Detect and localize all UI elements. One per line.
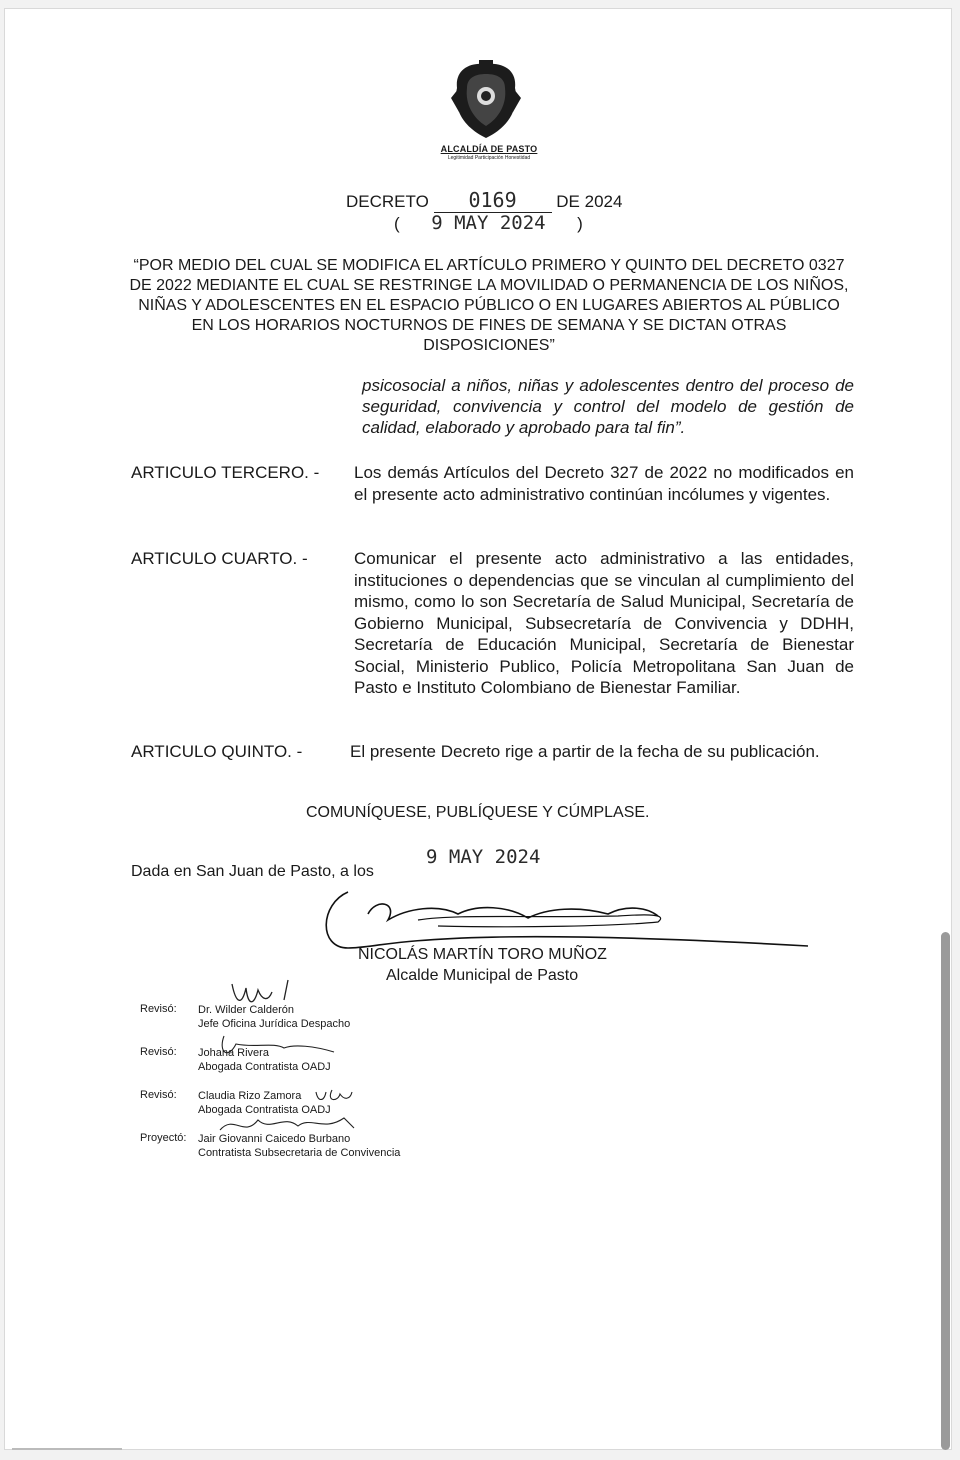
decree-prefix: DECRETO xyxy=(346,192,429,211)
coat-of-arms-logo xyxy=(449,58,523,142)
article-3-label: ARTICULO TERCERO. - xyxy=(131,463,320,482)
review-4-name: Jair Giovanni Caicedo Burbano xyxy=(198,1133,351,1145)
review-4-label: Proyectó: xyxy=(140,1132,187,1144)
review-2-name: Johana Rivera xyxy=(198,1047,269,1059)
article-4-text: Comunicar el presente acto administrativo a las entidades, instituciones o dependencias que se vinculan al cumplimiento del mismo, como lo son Secretaría de Salud Municipal, Secretaría de Gobierno Municipal, Subsecretaría de Convivencia y DDHH, Secretaría de Educación Municipal, Secretaría de Bienestar Social, Ministerio Publico, Policía Metropolitana San Juan de Pasto e Instituto Colombiano de Bienestar Familiar. xyxy=(354,549,854,697)
given-date-stamp: 9 MAY 2024 xyxy=(426,846,541,868)
review-4-role: Contratista Subsecretaria de Convivencia xyxy=(198,1147,401,1159)
signer-name: NICOLÁS MARTÍN TORO MUÑOZ xyxy=(358,946,607,963)
decree-number: 0169 xyxy=(434,188,552,213)
review-3-label: Revisó: xyxy=(140,1089,177,1101)
given-at: Dada en San Juan de Pasto, a los xyxy=(131,863,374,880)
article-continuation: psicosocial a niños, niñas y adolescentes dentro del proceso de seguridad, convivencia y control del modelo de gestión de calidad, elaborado y aprobado para tal fin”. xyxy=(362,376,854,437)
signer-block xyxy=(358,944,607,986)
article-3-text: Los demás Artículos del Decreto 327 de 2022 no modificados en el presente acto administrativo continúan incólumes y vigentes. xyxy=(354,463,854,504)
review-1-block xyxy=(198,1003,350,1031)
review-2-role: Abogada Contratista OADJ xyxy=(198,1061,331,1073)
decree-date-line: ( 9 MAY 2024 ) xyxy=(394,212,583,234)
signer-role: Alcalde Municipal de Pasto xyxy=(386,967,579,984)
institution-motto: Legitimidad Participación Honestidad xyxy=(447,155,531,161)
review-4-block xyxy=(198,1132,400,1160)
article-5-text: El presente Decreto rige a partir de la fecha de su publicación. xyxy=(350,742,820,761)
decree-year: DE 2024 xyxy=(556,192,623,211)
review-1-role: Jefe Oficina Jurídica Despacho xyxy=(198,1018,351,1030)
article-5-label: ARTICULO QUINTO. - xyxy=(131,742,303,761)
closing-formula: COMUNÍQUESE, PUBLÍQUESE Y CÚMPLASE. xyxy=(306,804,650,821)
review-1-label: Revisó: xyxy=(140,1003,177,1015)
article-4-label: ARTICULO CUARTO. - xyxy=(131,549,308,568)
review-2-block xyxy=(198,1046,331,1074)
decree-date-stamp: 9 MAY 2024 xyxy=(431,212,546,234)
vertical-scrollbar[interactable] xyxy=(941,932,950,1450)
institution-name: ALCALDÍA DE PASTO xyxy=(440,144,538,154)
page-bottom-edge xyxy=(12,1448,122,1450)
review-1-name: Dr. Wilder Calderón xyxy=(198,1004,294,1016)
review-3-role: Abogada Contratista OADJ xyxy=(198,1104,331,1116)
review-2-label: Revisó: xyxy=(140,1046,177,1058)
review-3-name: Claudia Rizo Zamora xyxy=(198,1090,302,1102)
decree-heading xyxy=(346,188,622,213)
institution-block xyxy=(436,144,542,161)
review-3-block xyxy=(198,1089,331,1117)
decree-title: “POR MEDIO DEL CUAL SE MODIFICA EL ARTÍCULO PRIMERO Y QUINTO DEL DECRETO 0327 DE 2022 MEDIANTE EL CUAL SE RESTRINGE LA MOVILIDAD O PERMANENCIA DE LOS NIÑOS, NIÑAS Y ADOLESCENTES EN EL ESPACIO PÚBLICO O EN LUGARES ABIERTOS AL PÚBLICO EN LOS HORARIOS NOCTURNOS DE FINES DE SEMANA Y SE DICTAN OTRAS DISPOSICIONES” xyxy=(129,257,849,354)
